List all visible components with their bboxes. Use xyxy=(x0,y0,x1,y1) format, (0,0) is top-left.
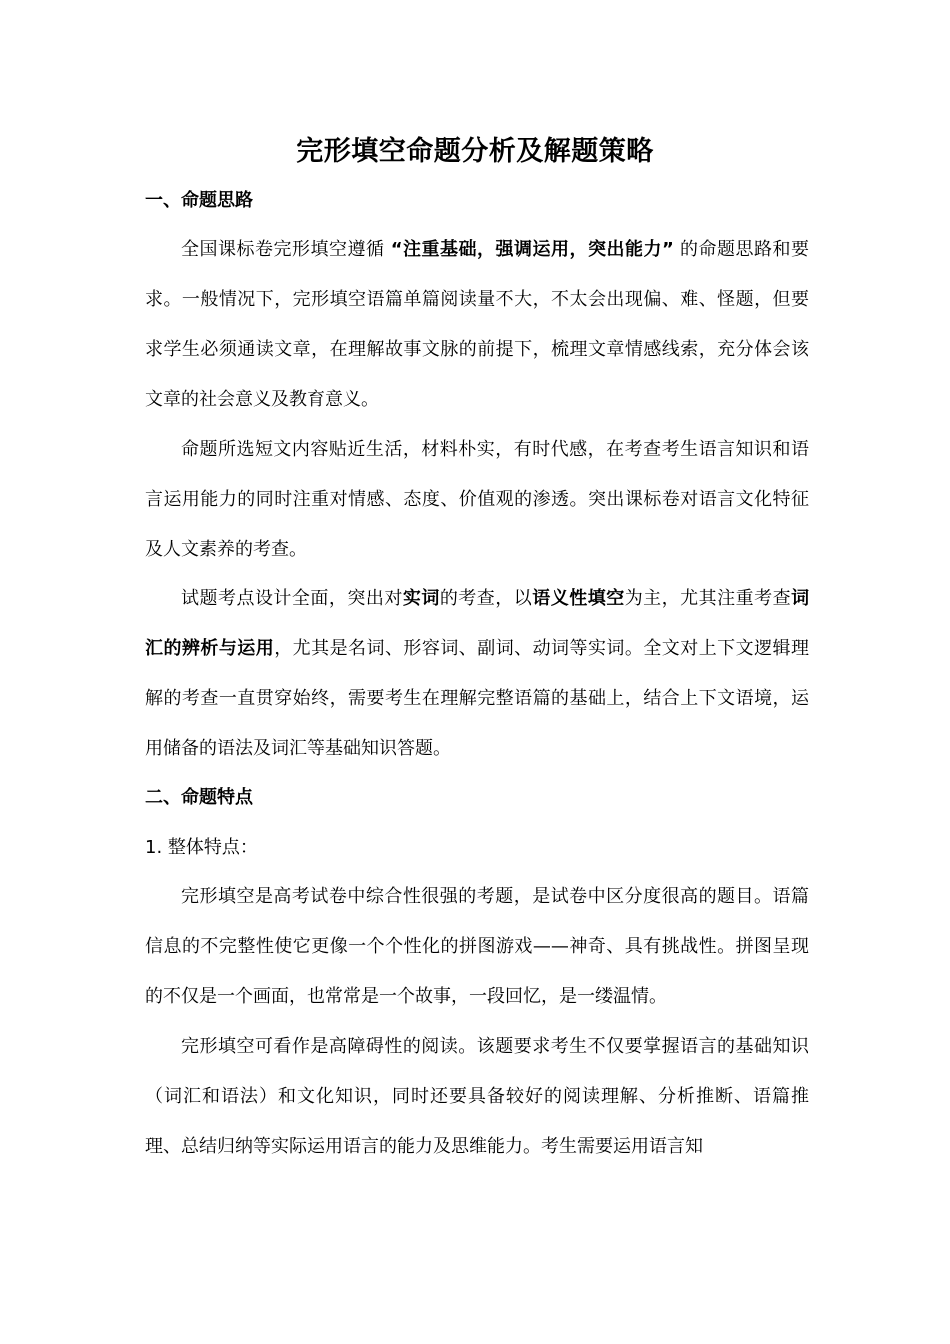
subheading-1: 1. 整体特点： xyxy=(145,837,258,858)
paragraph-3-text-c: 的考查，以 xyxy=(439,588,533,609)
paragraph-1-text-b: 的命题思路和要求。一般情况下，完形填空语篇单篇阅读量不大，不太会出现偏、难、怪题，但要求学生必须通读文章，在理解故事文脉的前提下，梳理文章情感线索，充分体会该文章的社会意义及教育意义。 xyxy=(145,239,809,410)
paragraph-1 xyxy=(145,225,809,425)
section-heading-1: 一、命题思路 xyxy=(145,190,253,211)
paragraph-3-text-d: 为主，尤其注重考查 xyxy=(624,588,792,609)
paragraph-3 xyxy=(145,574,809,774)
paragraph-3-text-e: ，尤其是名词、形容词、副词、动词等实词。全文对上下文逻辑理解的考查一直贯穿始终，需要考生在理解完整语篇的基础上，结合上下文语境，运用储备的语法及词汇等基础知识答题。 xyxy=(145,638,810,759)
paragraph-3-bold-2: 语义性填空 xyxy=(532,588,625,609)
paragraph-3-bold-1: 实词 xyxy=(402,588,440,609)
paragraph-3-text-a: 试题考点设计全面，突出对 xyxy=(181,588,403,609)
document-title: 完形填空命题分析及解题策略 xyxy=(296,136,654,167)
paragraph-1-text-a: 全国课标卷完形填空遵循 xyxy=(181,239,385,260)
paragraph-1-emphasis: “注重基础，强调运用，突出能力” xyxy=(390,239,674,260)
section-heading-2: 二、命题特点 xyxy=(145,787,253,808)
paragraph-3-bold-3: 词汇的辨析与运用 xyxy=(145,588,810,659)
paragraph-2: 命题所选短文内容贴近生活，材料朴实，有时代感，在考查考生语言知识和语言运用能力的同时注重对情感、态度、价值观的渗透。突出课标卷对语言文化特征及人文素养的考查。 xyxy=(145,439,809,560)
paragraph-5: 完形填空可看作是高障碍性的阅读。该题要求考生不仅要掌握语言的基础知识（词汇和语法）和文化知识，同时还要具备较好的阅读理解、分析推断、语篇推理、总结归纳等实际运用语言的能力及思维能力。考生需要运用语言知 xyxy=(145,1036,809,1157)
paragraph-4: 完形填空是高考试卷中综合性很强的考题，是试卷中区分度很高的题目。语篇信息的不完整性使它更像一个个性化的拼图游戏——神奇、具有挑战性。拼图呈现的不仅是一个画面，也常常是一个故事，一段回忆，是一缕温情。 xyxy=(145,886,809,1007)
